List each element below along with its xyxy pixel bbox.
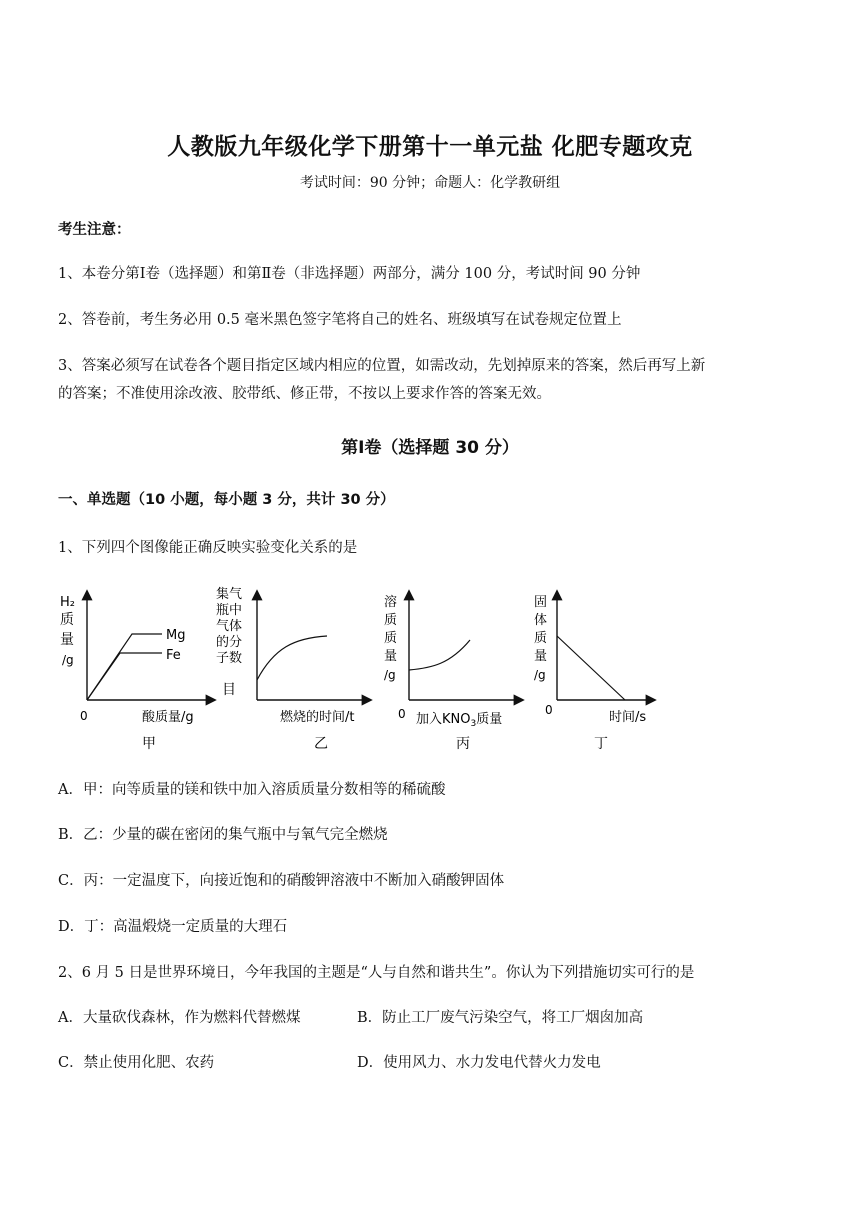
bing-ylabel-3: 质 xyxy=(384,631,398,646)
bing-ylabel-1: 溶 xyxy=(384,595,398,610)
bing-origin: 0 xyxy=(398,707,406,721)
part-title: 一、单选题（10 小题，每小题 3 分，共计 30 分） xyxy=(58,492,395,508)
jia-caption: 甲 xyxy=(142,736,156,752)
bing-xlabel-pre: 加入KNO xyxy=(416,712,471,727)
bing-ylabel-5: /g xyxy=(384,668,396,682)
jia-curve-mg xyxy=(87,634,162,700)
yi-curve xyxy=(257,636,327,680)
jia-ylabel-2: 质 xyxy=(60,612,74,628)
ding-ylabel-3: 质 xyxy=(534,631,548,646)
jia-ylabel-3: 量 xyxy=(60,632,74,648)
jia-label-fe: Fe xyxy=(166,648,181,663)
jia-origin: 0 xyxy=(80,709,88,723)
graph-bing xyxy=(384,592,522,752)
ding-line xyxy=(557,636,625,700)
jia-ylabel-4: /g xyxy=(62,653,74,667)
graph-jia xyxy=(60,592,214,752)
notice-item-1: 1、本卷分第Ⅰ卷（选择题）和第Ⅱ卷（非选择题）两部分，满分 100 分，考试时间 90 分钟 xyxy=(58,266,641,282)
bing-caption: 丙 xyxy=(456,736,470,752)
section-title: 第Ⅰ卷（选择题 30 分） xyxy=(341,438,519,458)
bing-curve xyxy=(409,640,470,670)
notice-item-3: 3、答案必须写在试卷各个题目指定区域内相应的位置，如需改动，先划掉原来的答案，然后再写上新 xyxy=(58,358,706,374)
ding-caption: 丁 xyxy=(594,736,608,752)
jia-ylabel-1: H₂ xyxy=(60,595,75,610)
question-1-figures xyxy=(52,582,672,758)
yi-ylabel-2: 瓶中 xyxy=(216,603,243,618)
q1-option-b: B．乙：少量的碳在密闭的集气瓶中与氧气完全燃烧 xyxy=(58,827,388,843)
bing-ylabel-2: 质 xyxy=(384,613,398,628)
ding-origin: 0 xyxy=(545,703,553,717)
yi-ylabel-4: 的分 xyxy=(216,635,243,650)
page-title: 人教版九年级化学下册第十一单元盐 化肥专题攻克 xyxy=(167,134,693,160)
q1-option-c: C．丙：一定温度下，向接近饱和的硝酸钾溶液中不断加入硝酸钾固体 xyxy=(58,873,505,889)
notice-item-2: 2、答卷前，考生务必用 0.5 毫米黑色签字笔将自己的姓名、班级填写在试卷规定位置上 xyxy=(58,312,622,328)
ding-xlabel: 时间/s xyxy=(609,710,647,725)
ding-ylabel-4: 量 xyxy=(534,649,548,664)
question-1-stem: 1、下列四个图像能正确反映实验变化关系的是 xyxy=(58,540,358,556)
notice-item-3-cont: 的答案；不准使用涂改液、胶带纸、修正带，不按以上要求作答的答案无效。 xyxy=(58,386,551,402)
bing-xlabel-post: 质量 xyxy=(476,712,503,727)
q2-option-d: D．使用风力、水力发电代替火力发电 xyxy=(357,1055,601,1071)
bing-xlabel-sub: 3 xyxy=(470,719,477,729)
exam-info: 考试时间：90 分钟；命题人：化学教研组 xyxy=(299,175,561,191)
ding-ylabel-5: /g xyxy=(534,668,546,682)
jia-label-mg: Mg xyxy=(166,628,186,643)
notice-heading: 考生注意： xyxy=(58,222,131,238)
yi-caption: 乙 xyxy=(314,736,328,752)
q2-option-b: B．防止工厂废气污染空气，将工厂烟囱加高 xyxy=(357,1010,644,1026)
jia-curve-fe xyxy=(87,653,162,700)
yi-xlabel: 燃烧的时间/t xyxy=(280,710,355,725)
graph-yi xyxy=(216,586,370,752)
bing-ylabel-4: 量 xyxy=(384,649,398,664)
q1-option-d: D．丁：高温煅烧一定质量的大理石 xyxy=(58,919,288,935)
q1-option-a: A．甲：向等质量的镁和铁中加入溶质质量分数相等的稀硫酸 xyxy=(58,782,446,798)
bing-xlabel xyxy=(416,711,502,729)
yi-ylabel-1: 集气 xyxy=(216,587,243,602)
yi-ylabel-6: 目 xyxy=(222,682,236,698)
yi-ylabel-3: 气体 xyxy=(216,619,243,634)
q2-option-a: A．大量砍伐森林，作为燃料代替燃煤 xyxy=(58,1010,301,1026)
ding-ylabel-2: 体 xyxy=(534,613,548,628)
jia-xlabel: 酸质量/g xyxy=(142,710,194,725)
yi-ylabel-5: 子数 xyxy=(216,651,243,666)
question-2-stem: 2、6 月 5 日是世界环境日，今年我国的主题是“人与自然和谐共生”。你认为下列措施切实可行的是 xyxy=(58,965,695,981)
graph-ding xyxy=(534,592,654,752)
ding-ylabel-1: 固 xyxy=(534,595,548,610)
q2-option-c: C．禁止使用化肥、农药 xyxy=(58,1055,215,1071)
